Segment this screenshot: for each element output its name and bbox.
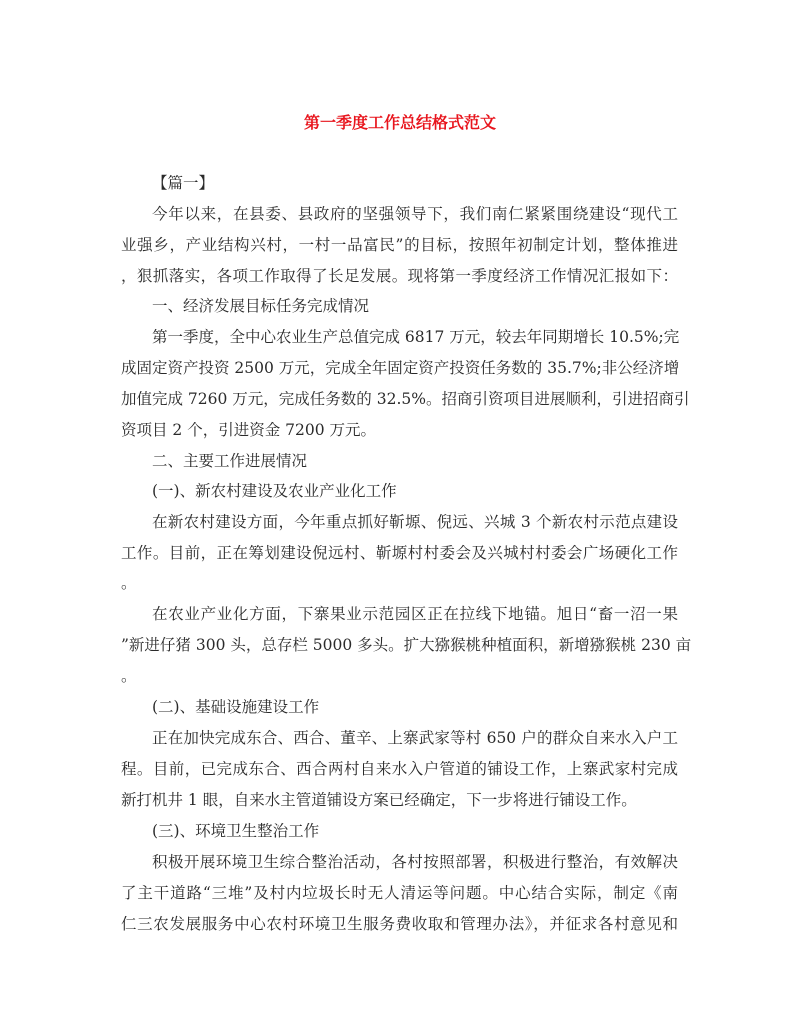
text-line: ”新进仔猪 300 头，总存栏 5000 多头。扩大猕猴桃种植面积，新增猕猴桃 230 亩: [121, 636, 692, 654]
text-line: 工作。目前，正在筹划建设倪远村、靳塬村村委会及兴城村村委会广场硬化工作: [121, 544, 678, 562]
text-line: 了主干道路“三堆”及村内垃圾长时无人清运等问题。中心结合实际，制定《南: [121, 884, 678, 902]
text-line: (三)、环境卫生整治工作: [152, 822, 320, 840]
text-line: 在农业产业化方面，下寨果业示范园区正在拉线下地锚。旭日“畜一沼一果: [152, 605, 678, 623]
text-line: 。: [121, 574, 137, 592]
text-line: 。: [121, 667, 137, 685]
text-line: (一)、新农村建设及农业产业化工作: [152, 482, 397, 500]
text-line: 今年以来，在县委、县政府的坚强领导下，我们南仁紧紧围绕建设“现代工: [152, 205, 678, 223]
text-line: 在新农村建设方面，今年重点抓好靳塬、倪远、兴城 3 个新农村示范点建设: [152, 513, 678, 531]
text-line: 【篇一】: [152, 174, 215, 192]
text-line: (二)、基础设施建设工作: [152, 698, 320, 716]
text-line: 仁三农发展服务中心农村环境卫生服务费收取和管理办法》，并征求各村意见和: [121, 915, 678, 933]
text-line: 一、经济发展目标任务完成情况: [152, 297, 370, 315]
text-line: 资项目 2 个，引进资金 7200 万元。: [121, 421, 377, 439]
text-line: 正在加快完成东合、西合、董辛、上寨武家等村 650 户的群众自来水入户工: [152, 729, 678, 747]
document-title: 第一季度工作总结格式范文: [303, 113, 496, 132]
text-line: 成固定资产投资 2500 万元，完成全年固定资产投资任务数的 35.7%;非公经济增: [121, 359, 680, 377]
text-line: 新打机井 1 眼，自来水主管道铺设方案已经确定，下一步将进行铺设工作。: [121, 791, 637, 809]
text-line: 积极开展环境卫生综合整治活动，各村按照部署，积极进行整治，有效解决: [152, 853, 678, 871]
text-line: ，狠抓落实，各项工作取得了长足发展。现将第一季度经济工作情况汇报如下：: [121, 267, 678, 285]
text-line: 业强乡，产业结构兴村，一村一品富民”的目标，按照年初制定计划，整体推进: [121, 236, 678, 254]
text-line: 程。目前，已完成东合、西合两村自来水入户管道的铺设工作，上寨武家村完成: [121, 760, 678, 778]
text-line: 第一季度，全中心农业生产总值完成 6817 万元，较去年同期增长 10.5%;完: [152, 328, 680, 346]
text-line: 二、主要工作进展情况: [152, 452, 308, 470]
text-line: 加值完成 7260 万元，完成任务数的 32.5%。招商引资项目进展顺利，引进招商引: [121, 390, 690, 408]
